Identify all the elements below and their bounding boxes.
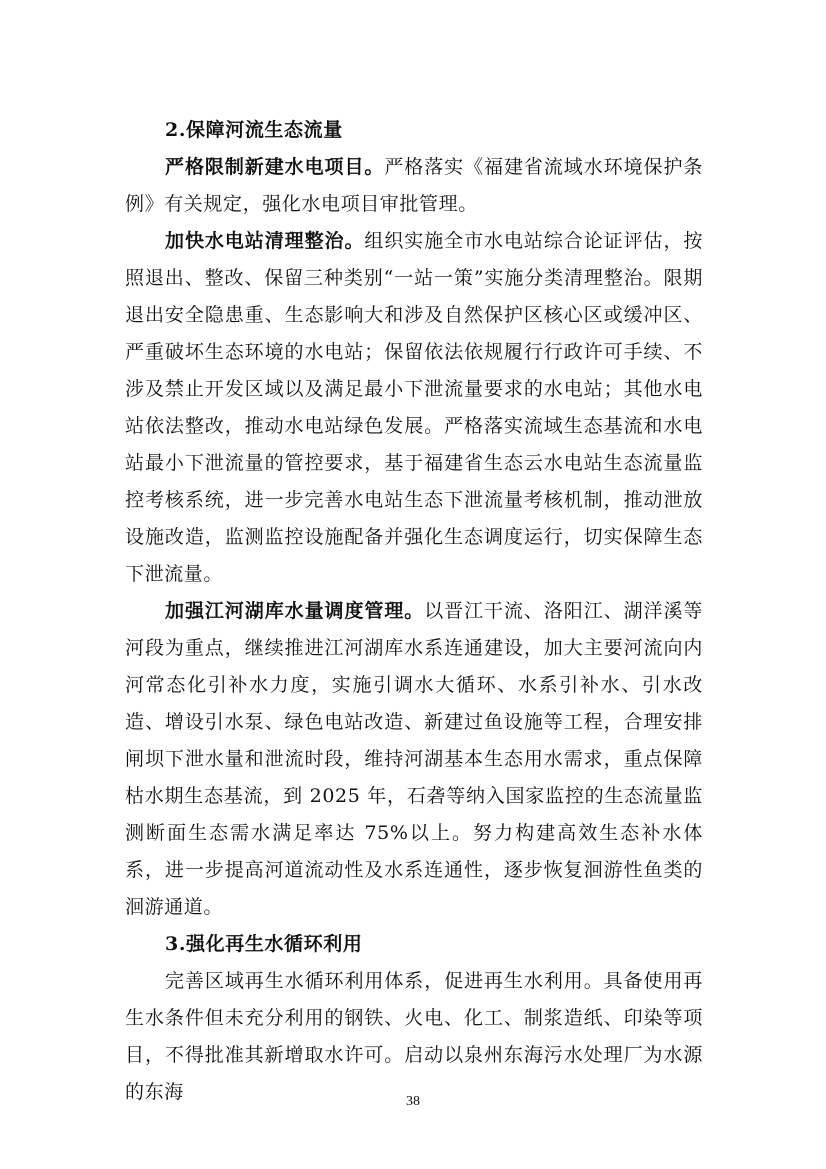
- paragraph-water-dispatch: [125, 593, 703, 926]
- document-body: [125, 112, 703, 1111]
- paragraph-text: 严格落实《福建省流域水环境保护条例》有关规定，强化水电项目审批管理。: [125, 156, 703, 215]
- paragraph-hydropower-rectification: [125, 223, 703, 593]
- paragraph-lead: 加强江河湖库水量调度管理。: [165, 600, 425, 622]
- paragraph-text: 以晋江干流、洛阳江、湖洋溪等河段为重点，继续推进江河湖库水系连通建设，加大主要河流向内河常态化引补水力度，实施引调水大循环、水系引补水、引水改造、增设引水泵、绿色电站改造、新建过鱼设施等工程，合理安排闸坝下泄水量和泄流时段，维持河湖基本生态用水需求，重点保障枯水期生态基流，到 2025 年，石砻等纳入国家监控的生态流量监测断面生态需水满足率达 75%以上。努力构建高效生态补水体系，进一步提高河道流动性及水系连通性，逐步恢复洄游性鱼类的洄游通道。: [125, 600, 703, 918]
- paragraph-text: 完善区域再生水循环利用体系，促进再生水利用。具备使用再生水条件但未充分利用的钢铁、火电、化工、制浆造纸、印染等项目，不得批准其新增取水许可。启动以泉州东海污水处理厂为水源的东海: [125, 970, 703, 1103]
- section-heading-2: 2.保障河流生态流量: [165, 119, 343, 141]
- paragraph-reclaimed-water: [125, 963, 703, 1111]
- paragraph-lead: 加快水电站清理整治。: [165, 230, 365, 252]
- paragraph-lead: 严格限制新建水电项目。: [165, 156, 385, 178]
- page-number: 38: [406, 1094, 420, 1109]
- paragraph-hydropower-restriction: [125, 149, 703, 223]
- paragraph-text: 组织实施全市水电站综合论证评估，按照退出、整改、保留三种类别“一站一策”实施分类清理整治。限期退出安全隐患重、生态影响大和涉及自然保护区核心区或缓冲区、严重破坏生态环境的水电站；保留依法依规履行行政许可手续、不涉及禁止开发区域以及满足最小下泄流量要求的水电站；其他水电站依法整改，推动水电站绿色发展。严格落实流域生态基流和水电站最小下泄流量的管控要求，基于福建省生态云水电站生态流量监控考核系统，进一步完善水电站生态下泄流量考核机制，推动泄放设施改造，监测监控设施配备并强化生态调度运行，切实保障生态下泄流量。: [125, 230, 703, 585]
- section-heading-3: 3.强化再生水循环利用: [165, 933, 363, 955]
